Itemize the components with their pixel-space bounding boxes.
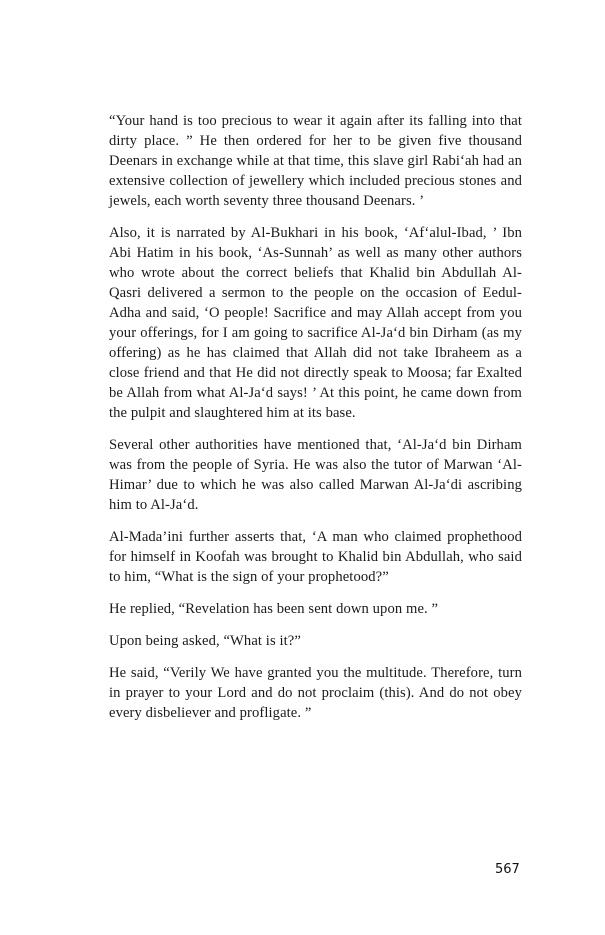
paragraph-2: Also, it is narrated by Al-Bukhari in his book, ‘Af‘alul-Ibad, ’ Ibn Abi Hatim in his book, ‘As-Sunnah’ as well as many other authors who wrote about the correct beliefs that Khalid bin Abdullah Al-Qasri delivered a sermon to the people on the occasion of Eedul-Adha and said, ‘O people! Sacrifice and may Allah accept from you your offerings, for I am going to sacrifice Al-Ja‘d bin Dirham (as my offering) as he has claimed that Allah did not take Ibraheem as a close friend and that He did not directly speak to Moosa; far Exalted be Allah from what Al-Ja‘d says! ’ At this point, he came down from the pulpit and slaughtered him at its base. [109,225,522,421]
body-text [109,111,522,735]
paragraph-4: Al-Mada’ini further asserts that, ‘A man who claimed prophethood for himself in Koofah was brought to Khalid bin Abdullah, who said to him, “What is the sign of your prophetood?” [109,529,522,585]
paragraph-7: He said, “Verily We have granted you the multitude. Therefore, turn in prayer to your Lord and do not proclaim (this). And do not obey every disbeliever and profligate. ” [109,665,522,721]
paragraph-1: “Your hand is too precious to wear it again after its falling into that dirty place. ” He then ordered for her to be given five thousand Deenars in exchange while at that time, this slave girl Rabi‘ah had an extensive collection of jewellery which included precious stones and jewels, each worth seventy three thousand Deenars. ’ [109,113,522,209]
paragraph-5: He replied, “Revelation has been sent down upon me. ” [109,601,439,617]
paragraph-3: Several other authorities have mentioned that, ‘Al-Ja‘d bin Dirham was from the people of Syria. He was also the tutor of Marwan ‘Al-Himar’ due to which he was also called Marwan Al-Ja‘di ascribing him to Al-Ja‘d. [109,437,522,513]
paragraph-6: Upon being asked, “What is it?” [109,633,301,649]
page-number: 567 [495,862,520,877]
